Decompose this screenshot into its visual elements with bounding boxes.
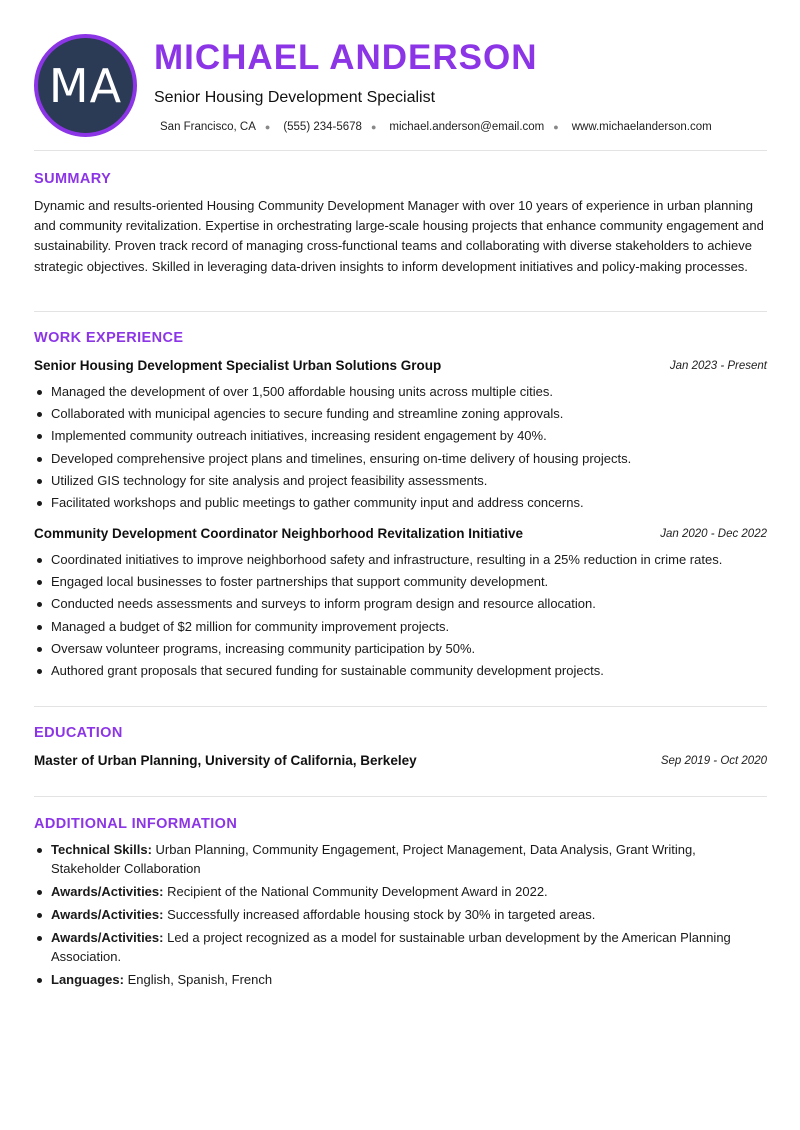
item-text: Led a project recognized as a model for sustainable urban development by the American Planning Association. — [51, 930, 731, 964]
job-dates: Jan 2023 - Present — [669, 360, 767, 372]
item-text: Recipient of the National Community Development Award in 2022. — [167, 884, 548, 899]
education-dates: Sep 2019 - Oct 2020 — [660, 755, 767, 767]
item-text: Urban Planning, Community Engagement, Project Management, Data Analysis, Grant Writing, Stakeholder Collaboration — [51, 842, 696, 876]
list-item: Coordinated initiatives to improve neighborhood safety and infrastructure, resulting in a 25% reduction in crime rates. — [34, 549, 767, 571]
item-text: Successfully increased affordable housing stock by 30% in targeted areas. — [167, 907, 596, 922]
list-item: Engaged local businesses to foster partnerships that support community development. — [34, 571, 767, 593]
divider — [34, 311, 767, 312]
contact-location: San Francisco, CA — [160, 121, 256, 133]
list-item — [34, 840, 767, 878]
bullet-separator-icon: ● — [553, 122, 559, 132]
list-item — [34, 905, 767, 924]
education-degree: Master of Urban Planning, University of California, Berkeley — [34, 753, 417, 768]
divider — [34, 796, 767, 797]
list-item: Oversaw volunteer programs, increasing community participation by 50%. — [34, 638, 767, 660]
contact-email[interactable]: michael.anderson@email.com — [389, 121, 545, 133]
contact-phone: (555) 234-5678 — [283, 121, 362, 133]
candidate-name: MICHAEL ANDERSON — [154, 38, 538, 77]
list-item — [34, 928, 767, 966]
avatar — [34, 34, 137, 137]
item-label: Awards/Activities: — [51, 930, 164, 945]
item-label: Awards/Activities: — [51, 907, 164, 922]
list-item: Managed a budget of $2 million for community improvement projects. — [34, 616, 767, 638]
contact-website[interactable]: www.michaelanderson.com — [571, 121, 712, 133]
job-bullet-list — [34, 381, 767, 514]
list-item — [34, 882, 767, 901]
job-bullet-list — [34, 549, 767, 682]
list-item: Authored grant proposals that secured funding for sustainable community development projects. — [34, 660, 767, 682]
list-item: Implemented community outreach initiatives, increasing resident engagement by 40%. — [34, 425, 767, 447]
resume-header — [34, 34, 767, 138]
avatar-initials: MA — [48, 58, 123, 113]
job-role: Senior Housing Development Specialist Urban Solutions Group — [34, 358, 442, 373]
item-label: Awards/Activities: — [51, 884, 164, 899]
item-text: English, Spanish, French — [127, 972, 273, 987]
job-dates: Jan 2020 - Dec 2022 — [660, 528, 767, 540]
list-item: Managed the development of over 1,500 affordable housing units across multiple cities. — [34, 381, 767, 403]
list-item: Utilized GIS technology for site analysis and project feasibility assessments. — [34, 470, 767, 492]
job-header — [34, 358, 767, 378]
divider — [34, 150, 767, 151]
divider — [34, 706, 767, 707]
bullet-separator-icon: ● — [370, 122, 377, 132]
section-title-summary: SUMMARY — [34, 171, 112, 187]
section-title-additional-information: ADDITIONAL INFORMATION — [34, 816, 238, 832]
list-item: Conducted needs assessments and surveys to inform program design and resource allocation. — [34, 593, 767, 615]
item-label: Technical Skills: — [51, 842, 152, 857]
additional-info-list — [34, 840, 767, 993]
bullet-separator-icon: ● — [264, 122, 271, 132]
candidate-title: Senior Housing Development Specialist — [154, 89, 436, 106]
list-item: Developed comprehensive project plans and timelines, ensuring on-time delivery of housing projects. — [34, 448, 767, 470]
section-title-education: EDUCATION — [34, 725, 123, 741]
contact-line — [160, 121, 712, 133]
job-header — [34, 526, 767, 546]
list-item: Collaborated with municipal agencies to secure funding and streamline zoning approvals. — [34, 403, 767, 425]
list-item — [34, 970, 767, 989]
list-item: Facilitated workshops and public meetings to gather community input and address concerns. — [34, 492, 767, 514]
job-role: Community Development Coordinator Neighborhood Revitalization Initiative — [34, 526, 524, 541]
section-title-work-experience: WORK EXPERIENCE — [34, 330, 184, 346]
education-entry — [34, 753, 767, 773]
item-label: Languages: — [51, 972, 124, 987]
summary-text: Dynamic and results-oriented Housing Community Development Manager with over 10 years of experience in urban planning and community revitalization. Expertise in orchestrating large-scale housing projects that enhance community engagement and sustainability. Proven track record of managing cross-functional teams and collaborating with diverse stakeholders to achieve strategic objectives. Skilled in leveraging data-driven insights to inform development initiatives and policy-making processes. — [34, 198, 764, 274]
